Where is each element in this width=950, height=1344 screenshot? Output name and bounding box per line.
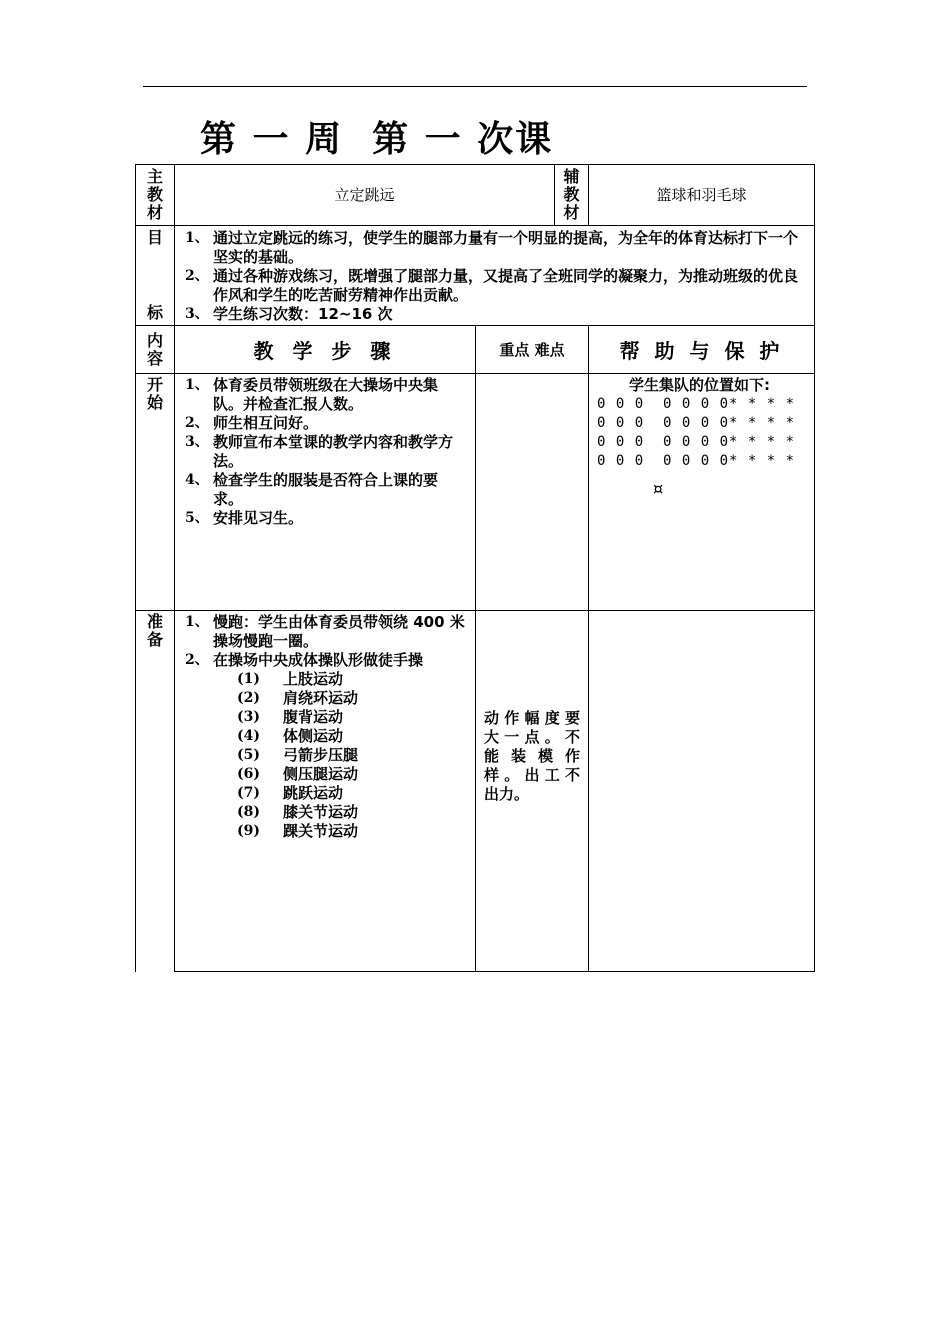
label-char: 目	[146, 228, 163, 247]
label-char: 开	[146, 375, 163, 394]
lesson-plan-table	[135, 164, 815, 972]
item-number: 3、	[185, 306, 209, 322]
item-text: 腹背运动	[283, 708, 344, 726]
item-number: 1、	[185, 377, 209, 393]
step-item	[185, 651, 467, 670]
exercise-item	[185, 822, 467, 841]
item-text: 肩绕环运动	[283, 689, 359, 707]
label-char: 辅	[563, 167, 580, 186]
item-number: 3、	[185, 434, 209, 450]
item-text: 学生练习次数：12~16 次	[213, 305, 393, 323]
prep-label	[135, 610, 175, 972]
step-item	[185, 509, 467, 528]
header-rule	[143, 86, 807, 87]
exercise-item	[185, 727, 467, 746]
item-number: 2、	[185, 652, 209, 668]
label-char: 教	[146, 185, 163, 204]
item-text: 检查学生的服装是否符合上课的要求。	[213, 471, 439, 508]
exercise-item	[185, 803, 467, 822]
prep-help	[588, 610, 815, 972]
item-number: (1)	[237, 671, 260, 687]
keypoints-header	[475, 325, 589, 374]
prep-steps	[174, 610, 476, 972]
item-text: 慢跑：学生由体育委员带领绕 400 米操场慢跑一圈。	[213, 613, 465, 650]
item-number: (2)	[237, 690, 260, 706]
item-text: 通过各种游戏练习，既增强了腿部力量，又提高了全班同学的凝聚力，为推动班级的优良作风和学生的吃苦耐劳精神作出贡献。	[213, 267, 799, 304]
item-number: (4)	[237, 728, 260, 744]
start-label	[135, 373, 175, 611]
item-number: (8)	[237, 804, 260, 820]
label-char: 教	[563, 185, 580, 204]
label-char: 始	[146, 393, 163, 412]
label-char: 标	[146, 303, 163, 322]
label-char: 材	[563, 203, 580, 222]
label-char: 材	[146, 203, 163, 222]
exercise-item	[185, 765, 467, 784]
exercise-item	[185, 746, 467, 765]
label-char: 备	[146, 630, 163, 649]
item-number: (7)	[237, 785, 260, 801]
aux-material-label	[554, 164, 589, 226]
main-material-label	[135, 164, 175, 226]
item-text: 上肢运动	[283, 670, 344, 688]
teaching-steps-header	[174, 325, 476, 374]
formation-row: 0 0 0 0 0 0 0* * * *	[597, 415, 796, 431]
main-material-text: 立定跳远	[334, 185, 395, 204]
formation-row: 0 0 0 0 0 0 0* * * *	[597, 434, 796, 450]
item-text: 体育委员带领班级在大操场中央集队。并检查汇报人数。	[213, 376, 439, 413]
item-text: 膝关节运动	[283, 803, 359, 821]
exercise-item	[185, 670, 467, 689]
item-number: 5、	[185, 510, 209, 526]
item-text: 教师宣布本堂课的教学内容和教学方法。	[213, 433, 454, 470]
formation-title: 学生集队的位置如下:	[629, 376, 770, 394]
keypoint-line: 出力。	[484, 785, 530, 803]
objective-item	[185, 305, 806, 324]
step-item	[185, 613, 467, 651]
item-text: 通过立定跳远的练习，使学生的腿部力量有一个明显的提高，为全年的体育达标打下一个坚实的基础。	[213, 229, 799, 266]
item-number: 1、	[185, 230, 209, 246]
item-number: 2、	[185, 415, 209, 431]
item-text: 侧压腿运动	[283, 765, 359, 783]
aux-material-text: 篮球和羽毛球	[656, 185, 747, 204]
exercise-item	[185, 689, 467, 708]
teacher-position-symbol: ¤	[653, 479, 664, 498]
label-char: 内	[146, 330, 163, 350]
start-keypoints	[475, 373, 589, 611]
start-steps	[174, 373, 476, 611]
item-text: 弓箭步压腿	[283, 746, 359, 764]
label-char: 容	[146, 348, 163, 368]
help-protection-header	[588, 325, 815, 374]
item-number: (9)	[237, 823, 260, 839]
item-text: 在操场中央成体操队形做徒手操	[213, 651, 424, 669]
step-item	[185, 471, 467, 509]
item-text: 体侧运动	[283, 727, 344, 745]
item-text: 踝关节运动	[283, 822, 359, 840]
keypoint-line: 能 装 模 作	[484, 747, 580, 765]
item-number: 4、	[185, 472, 209, 488]
step-item	[185, 433, 467, 471]
start-formation	[588, 373, 815, 611]
keypoint-line: 大一点。不	[484, 728, 580, 746]
item-number: (3)	[237, 709, 260, 725]
objectives-content	[174, 225, 815, 326]
item-number: (5)	[237, 747, 260, 763]
step-item	[185, 376, 467, 414]
item-number: (6)	[237, 766, 260, 782]
header-text: 教 学 步 骤	[253, 339, 397, 363]
step-item	[185, 414, 467, 433]
item-number: 1、	[185, 614, 209, 630]
keypoint-line: 动作幅度要	[484, 709, 580, 727]
item-text: 安排见习生。	[213, 509, 304, 527]
objective-item	[185, 229, 806, 267]
formation-row: 0 0 0 0 0 0 0* * * *	[597, 396, 796, 412]
objective-item	[185, 267, 806, 305]
label-char: 主	[146, 167, 163, 186]
header-text: 帮 助 与 保 护	[619, 339, 784, 363]
item-text: 跳跃运动	[283, 784, 344, 802]
label-char: 准	[146, 612, 163, 631]
objectives-label	[135, 225, 175, 326]
item-text: 师生相互问好。	[213, 414, 319, 432]
page-title: 第 一 周 第 一 次课	[200, 119, 554, 160]
item-number: 2、	[185, 268, 209, 284]
content-label	[135, 325, 175, 374]
header-text: 重点 难点	[499, 341, 565, 359]
main-material-value	[174, 164, 555, 226]
prep-keypoints	[475, 610, 589, 972]
aux-material-value	[588, 164, 815, 226]
exercise-item	[185, 708, 467, 727]
formation-row: 0 0 0 0 0 0 0* * * *	[597, 453, 796, 469]
keypoint-line: 样。出工不	[484, 766, 580, 784]
exercise-item	[185, 784, 467, 803]
